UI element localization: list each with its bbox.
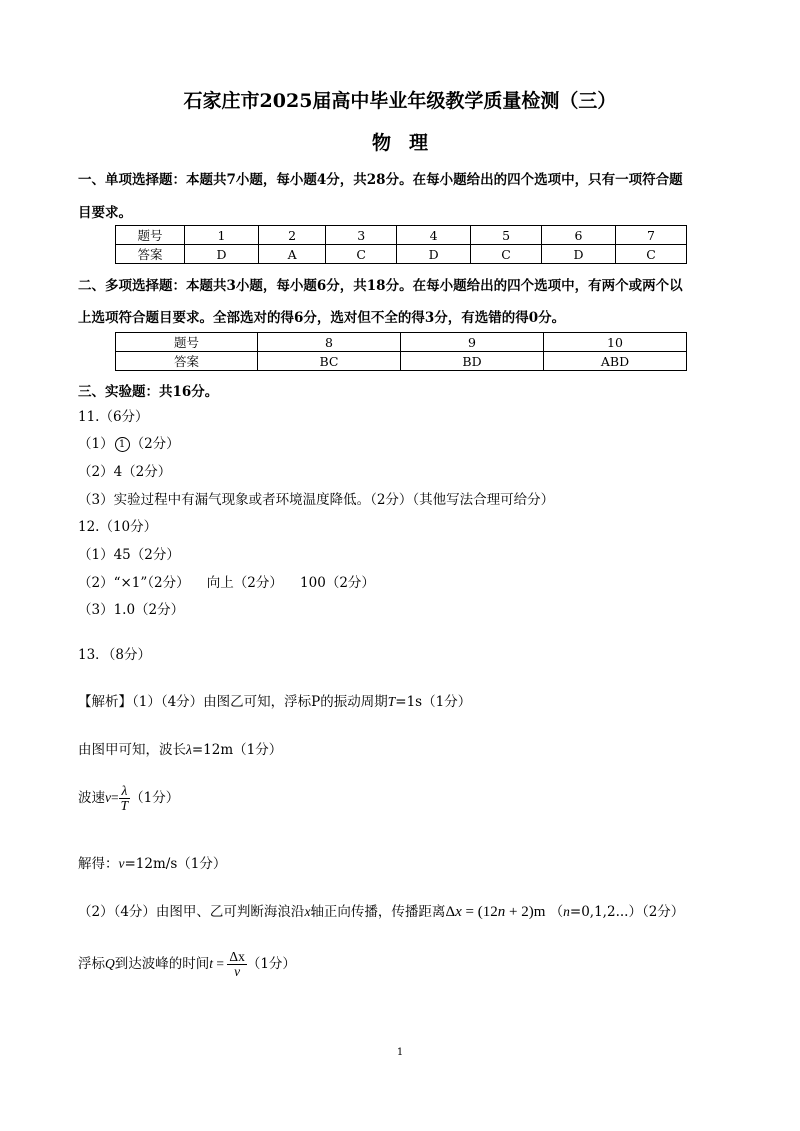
section2-instruction-line1: 二、多项选择题：本题共3小题，每小题6分，共18分。在每小题给出的四个选项中，有两个或两个以 — [78, 278, 683, 294]
q13-line2-prefix: 由图甲可知，波长 — [78, 742, 186, 758]
time-symbol: t — [209, 956, 214, 972]
table-cell: C — [326, 245, 397, 264]
section1-instruction-line2: 目要求。 — [78, 205, 132, 221]
q13-line2 — [78, 738, 282, 758]
table-cell: BD — [401, 352, 544, 371]
delta-symbol: Δ — [445, 904, 456, 920]
wavelength-symbol: λ — [186, 742, 192, 757]
q13-line1-suffix: =1s（1分） — [395, 694, 472, 710]
x-symbol: x — [455, 904, 462, 920]
q11-heading: 11.（6分） — [78, 409, 149, 425]
table-row — [116, 352, 687, 371]
table-cell: BC — [258, 352, 401, 371]
n-symbol: n — [497, 904, 506, 920]
table-cell: 题号 — [116, 333, 258, 352]
equals-sign: = — [111, 790, 119, 806]
wave-speed-fraction — [119, 784, 131, 813]
table-cell: C — [471, 245, 542, 264]
page-title: 石家庄市2025届高中毕业年级教学质量检测（三） — [183, 90, 617, 112]
q13-line3 — [78, 784, 179, 813]
table-cell: 8 — [258, 333, 401, 352]
q13-line6-prefix: 浮标 — [78, 956, 105, 973]
formula-part: = (12 — [461, 904, 498, 920]
q13-line5 — [78, 900, 684, 921]
buoy-q-symbol: Q — [105, 956, 115, 972]
table-cell: 2 — [258, 226, 325, 245]
q13-line5-prefix: （2）（4分）由图甲、乙可判断海浪沿 — [78, 904, 305, 920]
q11-part3: （3）实验过程中有漏气现象或者环境温度降低。（2分）（其他写法合理可给分） — [78, 492, 555, 508]
q11-part1 — [78, 432, 180, 452]
table-cell: D — [185, 245, 259, 264]
q11-part1-suffix: （2分） — [130, 436, 180, 452]
section1-instruction-line1: 一、单项选择题：本题共7小题，每小题4分，共28分。在每小题给出的四个选项中，只有一项符合题 — [78, 172, 683, 188]
fraction-numerator: Δx — [229, 949, 245, 964]
table-row — [116, 226, 687, 245]
table-row — [116, 245, 687, 264]
q13-line5-range: =0,1,2...）（2分） — [569, 904, 685, 920]
q11-part1-prefix: （1） — [78, 436, 114, 452]
q13-line2-suffix: =12m（1分） — [191, 742, 283, 758]
velocity-symbol: v — [105, 790, 111, 806]
table-cell: ABD — [544, 352, 687, 371]
page-number: 1 — [396, 1047, 404, 1058]
q13-line6-mid: 到达波峰的时间 — [114, 956, 210, 973]
table-row — [116, 333, 687, 352]
subject-title: 物理 — [371, 132, 446, 154]
table-cell: D — [397, 245, 471, 264]
q13-line4 — [78, 852, 226, 872]
fraction-denominator: T — [120, 798, 129, 814]
q13-line4-suffix: =12m/s（1分） — [124, 856, 227, 872]
table-cell: D — [542, 245, 616, 264]
q12-part1: （1）45（2分） — [78, 547, 180, 563]
q13-line1-prefix: 【解析】（1）（4分）由图乙可知，浮标P的振动周期 — [78, 694, 388, 710]
q12-part3: （3）1.0（2分） — [78, 602, 185, 618]
multiple-choice-answer-table — [115, 332, 687, 371]
table-cell: 3 — [326, 226, 397, 245]
table-cell: 答案 — [116, 245, 185, 264]
time-fraction — [227, 950, 246, 979]
q13-line5-mid: 轴正向传播，传播距离 — [310, 904, 446, 920]
q12-heading: 12.（10分） — [78, 519, 158, 535]
table-cell: 4 — [397, 226, 471, 245]
section2-instruction-line2: 上选项符合题目要求。全部选对的得6分，选对但不全的得3分，有选错的得0分。 — [78, 310, 566, 326]
q13-line1 — [78, 690, 471, 710]
table-cell: C — [616, 245, 687, 264]
q13-line4-prefix: 解得： — [78, 856, 119, 872]
table-cell: 5 — [471, 226, 542, 245]
equals-sign: = — [213, 956, 228, 972]
table-cell: 题号 — [116, 226, 185, 245]
table-cell: A — [258, 245, 325, 264]
section3-heading: 三、实验题：共16分。 — [78, 384, 219, 400]
fraction-denominator: v — [234, 964, 241, 980]
table-cell: 答案 — [116, 352, 258, 371]
distance-formula — [445, 904, 545, 920]
table-cell: 6 — [542, 226, 616, 245]
period-symbol: T — [387, 694, 396, 709]
q13-heading: 13．（8分） — [78, 647, 152, 663]
q11-part2: （2）4（2分） — [78, 464, 172, 480]
q12-part2: （2）“×1”（2分） 向上（2分） 100（2分） — [78, 575, 375, 591]
q13-line6 — [78, 950, 296, 979]
x-axis-symbol: x — [304, 904, 311, 919]
range-open-paren: （ — [549, 904, 564, 920]
fraction-numerator: λ — [119, 784, 131, 799]
circled-number-icon: 1 — [115, 437, 130, 452]
q13-line6-suffix: （1分） — [246, 956, 296, 973]
velocity-symbol: v — [118, 856, 125, 871]
formula-part: + 2)m — [505, 904, 546, 920]
table-cell: 10 — [544, 333, 687, 352]
table-cell: 9 — [401, 333, 544, 352]
table-cell: 1 — [185, 226, 259, 245]
q13-line3-suffix: （1分） — [130, 790, 180, 807]
n-symbol: n — [563, 904, 570, 919]
single-choice-answer-table — [115, 225, 687, 264]
q13-line3-prefix: 波速 — [78, 790, 105, 807]
table-cell: 7 — [616, 226, 687, 245]
